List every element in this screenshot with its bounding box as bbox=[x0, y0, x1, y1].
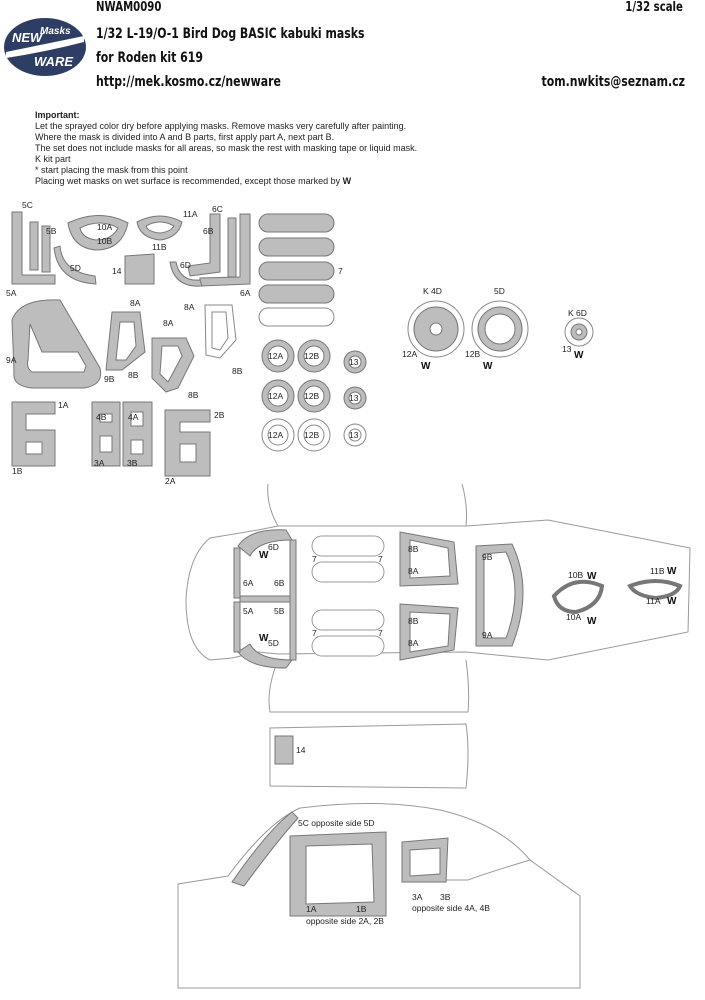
svg-text:1A: 1A bbox=[306, 904, 317, 914]
svg-text:13: 13 bbox=[349, 393, 359, 403]
kit-label: for Roden kit 619 bbox=[96, 50, 203, 66]
svg-text:10B: 10B bbox=[97, 236, 113, 246]
svg-text:9B: 9B bbox=[482, 552, 493, 562]
svg-text:11A: 11A bbox=[183, 209, 198, 219]
svg-text:12A: 12A bbox=[402, 349, 418, 359]
svg-text:1B: 1B bbox=[12, 466, 23, 476]
svg-text:W: W bbox=[574, 350, 584, 361]
svg-text:8B: 8B bbox=[408, 544, 419, 554]
svg-text:5B: 5B bbox=[274, 606, 285, 616]
instruction-line: The set does not include masks for all areas, so mask the rest with masking tape or liquid mask. bbox=[35, 143, 418, 153]
svg-text:10A: 10A bbox=[566, 612, 582, 622]
svg-text:11B: 11B bbox=[152, 242, 167, 252]
mask-11A bbox=[137, 216, 182, 240]
product-code: NWAM0090 bbox=[96, 0, 162, 15]
svg-text:3B: 3B bbox=[440, 892, 451, 902]
svg-text:5D: 5D bbox=[70, 263, 81, 273]
svg-text:3B: 3B bbox=[127, 458, 138, 468]
svg-text:7: 7 bbox=[378, 628, 383, 638]
svg-text:2B: 2B bbox=[214, 410, 225, 420]
svg-text:K 4D: K 4D bbox=[423, 286, 442, 296]
svg-text:7: 7 bbox=[338, 266, 343, 276]
svg-text:9A: 9A bbox=[482, 630, 493, 640]
svg-text:opposite side 2A, 2B: opposite side 2A, 2B bbox=[306, 916, 384, 926]
svg-text:6B: 6B bbox=[203, 226, 214, 236]
svg-text:12A: 12A bbox=[268, 351, 284, 361]
svg-text:6B: 6B bbox=[274, 578, 285, 588]
svg-text:5A: 5A bbox=[6, 288, 17, 298]
svg-text:8A: 8A bbox=[130, 298, 141, 308]
svg-text:12B: 12B bbox=[304, 391, 320, 401]
svg-text:W: W bbox=[587, 571, 597, 582]
svg-text:13: 13 bbox=[349, 430, 359, 440]
svg-text:13: 13 bbox=[349, 357, 359, 367]
svg-text:3A: 3A bbox=[412, 892, 423, 902]
svg-text:8A: 8A bbox=[163, 318, 174, 328]
svg-text:8B: 8B bbox=[188, 390, 199, 400]
svg-text:W: W bbox=[667, 566, 677, 577]
instruction-line: K kit part bbox=[35, 154, 71, 164]
svg-text:8B: 8B bbox=[232, 366, 243, 376]
svg-text:11B: 11B bbox=[650, 566, 665, 576]
svg-text:K 6D: K 6D bbox=[568, 308, 587, 318]
svg-text:12B: 12B bbox=[304, 430, 320, 440]
mask-8A bbox=[106, 312, 145, 370]
svg-text:12A: 12A bbox=[268, 391, 284, 401]
svg-text:14: 14 bbox=[112, 266, 122, 276]
svg-text:9B: 9B bbox=[104, 374, 115, 384]
wet-mark-icon: W bbox=[342, 176, 352, 186]
svg-text:1B: 1B bbox=[356, 904, 367, 914]
svg-text:7: 7 bbox=[378, 554, 383, 564]
product-title: 1/32 L-19/O-1 Bird Dog BASIC kabuki masks bbox=[96, 26, 365, 42]
svg-text:NEW: NEW bbox=[12, 30, 43, 45]
svg-text:7: 7 bbox=[312, 628, 317, 638]
svg-text:W: W bbox=[259, 633, 269, 644]
svg-text:3A: 3A bbox=[94, 458, 105, 468]
svg-text:8A: 8A bbox=[408, 638, 419, 648]
instruction-line: * start placing the mask from this point bbox=[35, 165, 188, 175]
instruction-line: Where the mask is divided into A and B parts, first apply part A, next part B. bbox=[35, 132, 335, 142]
svg-text:W: W bbox=[667, 596, 677, 607]
svg-text:10A: 10A bbox=[97, 222, 113, 232]
svg-text:13: 13 bbox=[562, 344, 572, 354]
svg-text:8A: 8A bbox=[184, 302, 195, 312]
mask-6C bbox=[188, 214, 220, 276]
svg-text:10B: 10B bbox=[568, 570, 584, 580]
svg-text:6A: 6A bbox=[240, 288, 251, 298]
svg-text:4A: 4A bbox=[128, 412, 139, 422]
email-link[interactable]: tom.nwkits@seznam.cz bbox=[541, 74, 685, 90]
svg-text:W: W bbox=[483, 361, 493, 372]
svg-text:7: 7 bbox=[312, 554, 317, 564]
mask-1A bbox=[12, 402, 55, 466]
svg-text:1A: 1A bbox=[58, 400, 69, 410]
svg-text:5A: 5A bbox=[243, 606, 254, 616]
svg-text:5D: 5D bbox=[268, 638, 279, 648]
svg-text:W: W bbox=[259, 550, 269, 561]
svg-text:5D: 5D bbox=[494, 286, 505, 296]
svg-text:2A: 2A bbox=[165, 476, 176, 486]
svg-text:8B: 8B bbox=[408, 616, 419, 626]
svg-text:12A: 12A bbox=[268, 430, 284, 440]
mask-8B bbox=[152, 338, 194, 392]
svg-text:6D: 6D bbox=[180, 260, 191, 270]
svg-text:5B: 5B bbox=[46, 226, 57, 236]
svg-text:6A: 6A bbox=[243, 578, 254, 588]
mask-6B bbox=[228, 218, 236, 277]
mask-9A bbox=[12, 300, 101, 388]
mask-2A bbox=[165, 410, 210, 476]
instructions-heading: Important: bbox=[35, 110, 80, 120]
svg-text:9A: 9A bbox=[6, 355, 17, 365]
svg-text:W: W bbox=[421, 361, 431, 372]
svg-text:4B: 4B bbox=[96, 412, 107, 422]
svg-text:Masks: Masks bbox=[40, 26, 71, 37]
svg-text:12B: 12B bbox=[465, 349, 481, 359]
instruction-line: Let the sprayed color dry before applying masks. Remove masks very carefully after painting. bbox=[35, 121, 407, 131]
svg-text:14: 14 bbox=[296, 745, 306, 755]
svg-text:6D: 6D bbox=[268, 542, 279, 552]
svg-text:WARE: WARE bbox=[34, 54, 73, 69]
svg-text:5C: 5C bbox=[22, 200, 33, 210]
mask-5C bbox=[30, 222, 38, 270]
svg-text:5C opposite side 5D: 5C opposite side 5D bbox=[298, 818, 375, 828]
instruction-line-wet: Placing wet masks on wet surface is recommended, except those marked by W bbox=[35, 176, 352, 186]
svg-text:8A: 8A bbox=[408, 566, 419, 576]
mask-14 bbox=[125, 254, 154, 284]
svg-text:8B: 8B bbox=[128, 370, 139, 380]
scale-label: 1/32 scale bbox=[625, 0, 683, 15]
website-link[interactable]: http://mek.kosmo.cz/newware bbox=[96, 74, 281, 90]
svg-text:11A: 11A bbox=[646, 596, 661, 606]
svg-text:6C: 6C bbox=[212, 204, 223, 214]
mask-6A bbox=[200, 214, 250, 286]
svg-text:opposite side 4A, 4B: opposite side 4A, 4B bbox=[412, 903, 490, 913]
svg-text:W: W bbox=[587, 616, 597, 627]
svg-text:12B: 12B bbox=[304, 351, 320, 361]
